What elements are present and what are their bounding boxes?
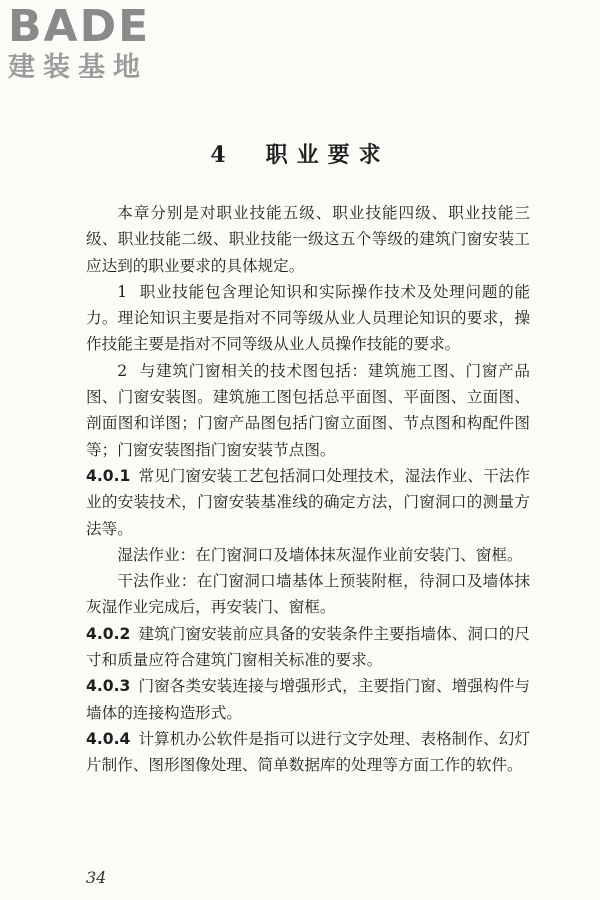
logo-subtitle: 建装基地 <box>8 52 148 83</box>
clause-4-0-4 <box>86 726 530 779</box>
clause-note-dry: 干法作业：在门窗洞口墙基体上预装附框，待洞口及墙体抹灰湿作业完成后，再安装门、窗框。 <box>86 572 530 617</box>
intro-paragraph: 本章分别是对职业技能五级、职业技能四级、职业技能三级、职业技能二级、职业技能一级这五个等级的建筑门窗安装工应达到的职业要求的具体规定。 <box>86 204 530 275</box>
clause-text: 计算机办公软件是指可以进行文字处理、表格制作、幻灯片制作、图形图像处理、简单数据库的处理等方面工作的软件。 <box>86 729 530 775</box>
clause-4-0-2 <box>86 621 530 674</box>
clause-text: 门窗各类安装连接与增强形式，主要指门窗、增强构件与墙体的连接构造形式。 <box>86 677 530 722</box>
clause-number: 4.0.3 <box>86 677 131 696</box>
item-number: 1 <box>117 282 128 301</box>
item-number: 2 <box>117 361 128 380</box>
page-number: 34 <box>86 868 107 887</box>
list-item <box>86 279 530 358</box>
clause-text: 常见门窗安装工艺包括洞口处理技术，湿法作业、干法作业的安装技术，门窗安装基准线的确定方法，门窗洞口的测量方法等。 <box>86 466 530 538</box>
chapter-title: 4 职业要求 <box>210 142 390 168</box>
logo-mark: BADE <box>8 1 151 52</box>
bade-logo <box>8 1 178 90</box>
clause-note-wet: 湿法作业：在门窗洞口及墙体抹灰湿作业前安装门、窗框。 <box>117 545 523 564</box>
chapter-body <box>86 200 530 779</box>
list-item <box>86 358 530 463</box>
item-text: 与建筑门窗相关的技术图包括：建筑施工图、门窗产品图、门窗安装图。建筑施工图包括总平面图、平面图、立面图、剖面图和详图；门窗产品图包括门窗立面图、节点图和构配件图等；门窗安装图指门窗安装节点图。 <box>86 361 530 459</box>
clause-text: 建筑门窗安装前应具备的安装条件主要指墙体、洞口的尺寸和质量应符合建筑门窗相关标准的要求。 <box>86 624 530 670</box>
clause-4-0-3 <box>86 673 530 726</box>
clause-4-0-1 <box>86 463 530 542</box>
clause-number: 4.0.1 <box>86 466 131 485</box>
clause-number: 4.0.2 <box>86 624 131 643</box>
item-text: 职业技能包含理论知识和实际操作技术及处理问题的能力。理论知识主要是指对不同等级从业人员理论知识的要求，操作技能主要是指对不同等级从业人员操作技能的要求。 <box>86 282 530 354</box>
clause-number: 4.0.4 <box>86 729 131 748</box>
